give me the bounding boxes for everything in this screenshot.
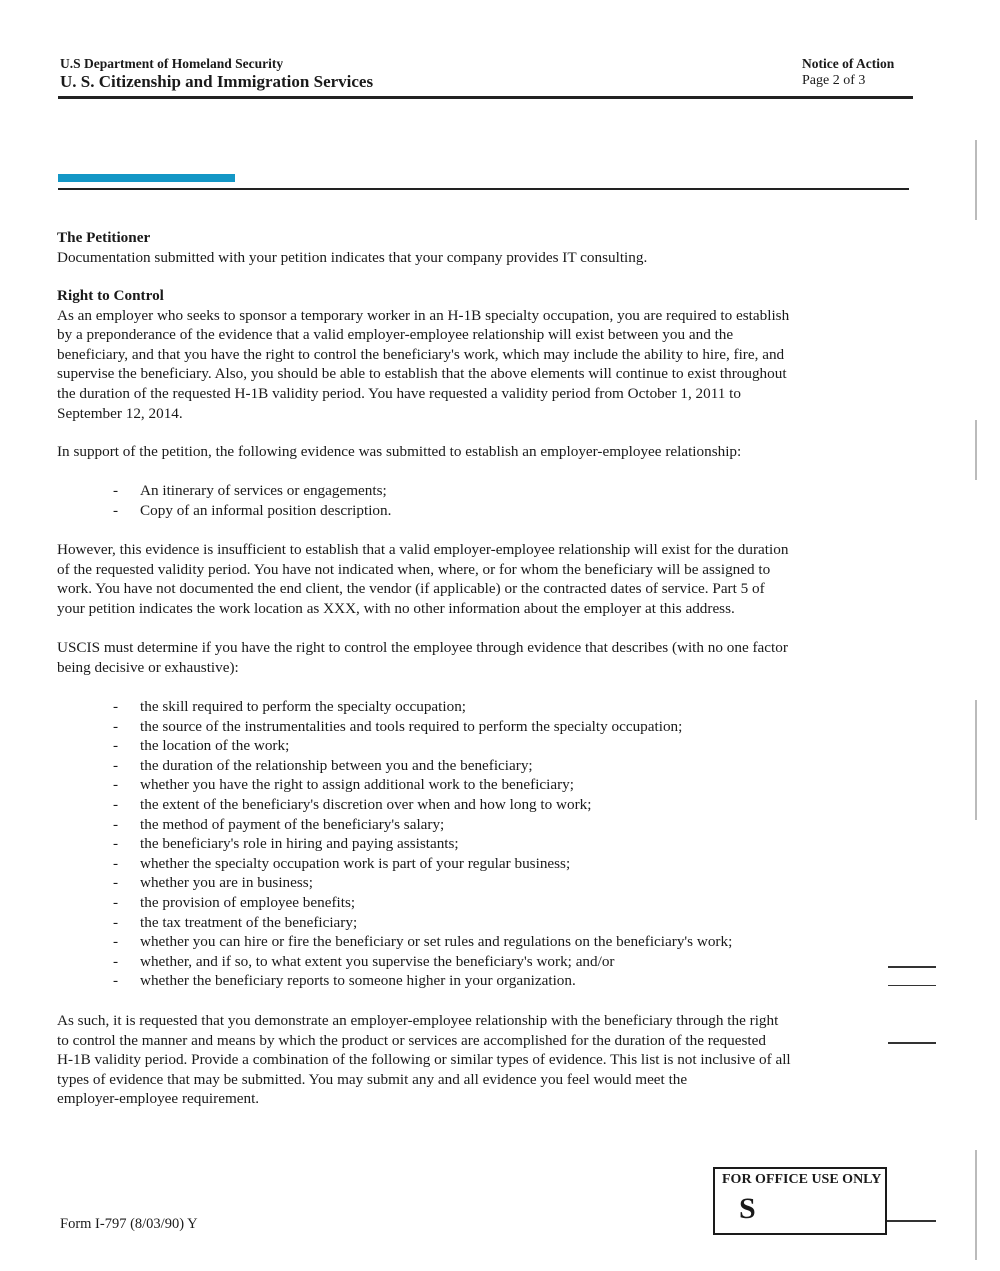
however-line: your petition indicates the work location as XXX, with no other information about the employer at this address. — [57, 599, 735, 617]
list-item: - the extent of the beneficiary's discretion over when and how long to work; — [113, 795, 592, 813]
notice-label: Notice of Action — [802, 56, 895, 71]
agency-name: U.S Department of Homeland Security — [60, 56, 284, 71]
uscis-factor-list — [57, 697, 897, 991]
margin-mark — [888, 966, 936, 968]
however-line: of the requested validity period. You have not indicated when, where, or for whom the beneficiary will be assigned to — [57, 560, 771, 578]
right-to-control-line: supervise the beneficiary. Also, you should be able to establish that the above elements will continue to exist throughout — [57, 365, 787, 383]
list-item: - whether, and if so, to what extent you supervise the beneficiary's work; and/or — [113, 952, 615, 970]
however-line: work. You have not documented the end client, the vendor (if applicable) or the contracted dates of service. Part 5 of — [57, 580, 765, 598]
scan-speck — [975, 420, 977, 480]
list-item: - the tax treatment of the beneficiary; — [113, 913, 358, 931]
margin-mark — [886, 1220, 936, 1222]
as-such-line: to control the manner and means by which the product or services are accomplished for the duration of the requested — [57, 1031, 766, 1049]
form-number: Form I-797 (8/03/90) Y — [60, 1216, 198, 1232]
as-such-line: H-1B validity period. Provide a combination of the following or similar types of evidence. This list is not inclusive of all — [57, 1051, 791, 1069]
list-item: - the provision of employee benefits; — [113, 893, 356, 911]
scan-speck — [975, 700, 977, 820]
support-list — [57, 481, 897, 520]
as-such-line: As such, it is requested that you demonstrate an employer-employee relationship with the beneficiary through the right — [57, 1012, 779, 1029]
list-item: - whether the beneficiary reports to someone higher in your organization. — [113, 972, 576, 990]
list-item: - An itinerary of services or engagements; — [113, 482, 387, 499]
list-item: - the location of the work; — [113, 737, 290, 755]
right-to-control-line: the duration of the requested H-1B validity period. You have requested a validity period from October 1, 2011 to — [57, 384, 741, 402]
page-number: Page 2 of 3 — [802, 73, 866, 88]
uscis-section — [57, 638, 897, 677]
redaction-mark — [58, 174, 235, 182]
however-section — [57, 540, 897, 618]
scan-speck — [975, 140, 977, 220]
list-item: - whether you are in business; — [113, 874, 313, 892]
petitioner-section — [57, 228, 897, 267]
list-item: - whether you have the right to assign additional work to the beneficiary; — [113, 776, 574, 794]
list-item: - the source of the instrumentalities and tools required to perform the specialty occupation; — [113, 717, 683, 735]
list-item: - the skill required to perform the specialty occupation; — [113, 698, 467, 715]
office-use-box — [713, 1167, 887, 1235]
as-such-line: employer-employee requirement. — [57, 1090, 260, 1108]
support-intro: In support of the petition, the following evidence was submitted to establish an employer-employee relationship: — [57, 443, 742, 460]
right-to-control-line: beneficiary, and that you have the right to control the beneficiary's work, which may include the ability to hire, fire, and — [57, 345, 785, 363]
however-line: However, this evidence is insufficient to establish that a valid employer-employee relationship will exist for the duration — [57, 541, 789, 558]
service-name: U. S. Citizenship and Immigration Services — [60, 72, 374, 91]
header-rule — [58, 96, 913, 99]
list-item: - whether you can hire or fire the beneficiary or set rules and regulations on the beneficiary's work; — [113, 933, 733, 951]
scan-speck — [975, 1150, 977, 1260]
right-to-control-line: by a preponderance of the evidence that a valid employer-employee relationship will exist between you and the — [57, 326, 734, 344]
list-item: - the beneficiary's role in hiring and paying assistants; — [113, 835, 459, 853]
as-such-line: types of evidence that may be submitted. You may submit any and all evidence you feel would meet the — [57, 1070, 688, 1088]
right-to-control-section — [57, 286, 897, 423]
right-to-control-line: September 12, 2014. — [57, 404, 183, 422]
petitioner-text: Documentation submitted with your petition indicates that your company provides IT consulting. — [57, 248, 648, 266]
list-item: - the method of payment of the beneficiary's salary; — [113, 815, 445, 833]
office-use-code: S — [739, 1192, 756, 1225]
right-to-control-line: As an employer who seeks to sponsor a temporary worker in an H-1B specialty occupation, you are required to establish — [57, 306, 790, 324]
petitioner-heading: The Petitioner — [57, 229, 151, 246]
right-to-control-heading: Right to Control — [57, 287, 164, 304]
support-section — [57, 442, 897, 462]
margin-mark — [888, 1042, 936, 1044]
list-item: - Copy of an informal position description. — [113, 501, 392, 519]
as-such-section — [57, 1011, 897, 1109]
uscis-line: being decisive or exhaustive): — [57, 658, 239, 676]
list-item: - whether the specialty occupation work is part of your regular business; — [113, 854, 571, 872]
list-item: - the duration of the relationship between you and the beneficiary; — [113, 756, 533, 774]
name-rule — [58, 188, 909, 190]
margin-mark — [888, 985, 936, 986]
uscis-line: USCIS must determine if you have the right to control the employee through evidence that describes (with no one factor — [57, 639, 788, 656]
office-use-label: FOR OFFICE USE ONLY — [722, 1172, 882, 1187]
